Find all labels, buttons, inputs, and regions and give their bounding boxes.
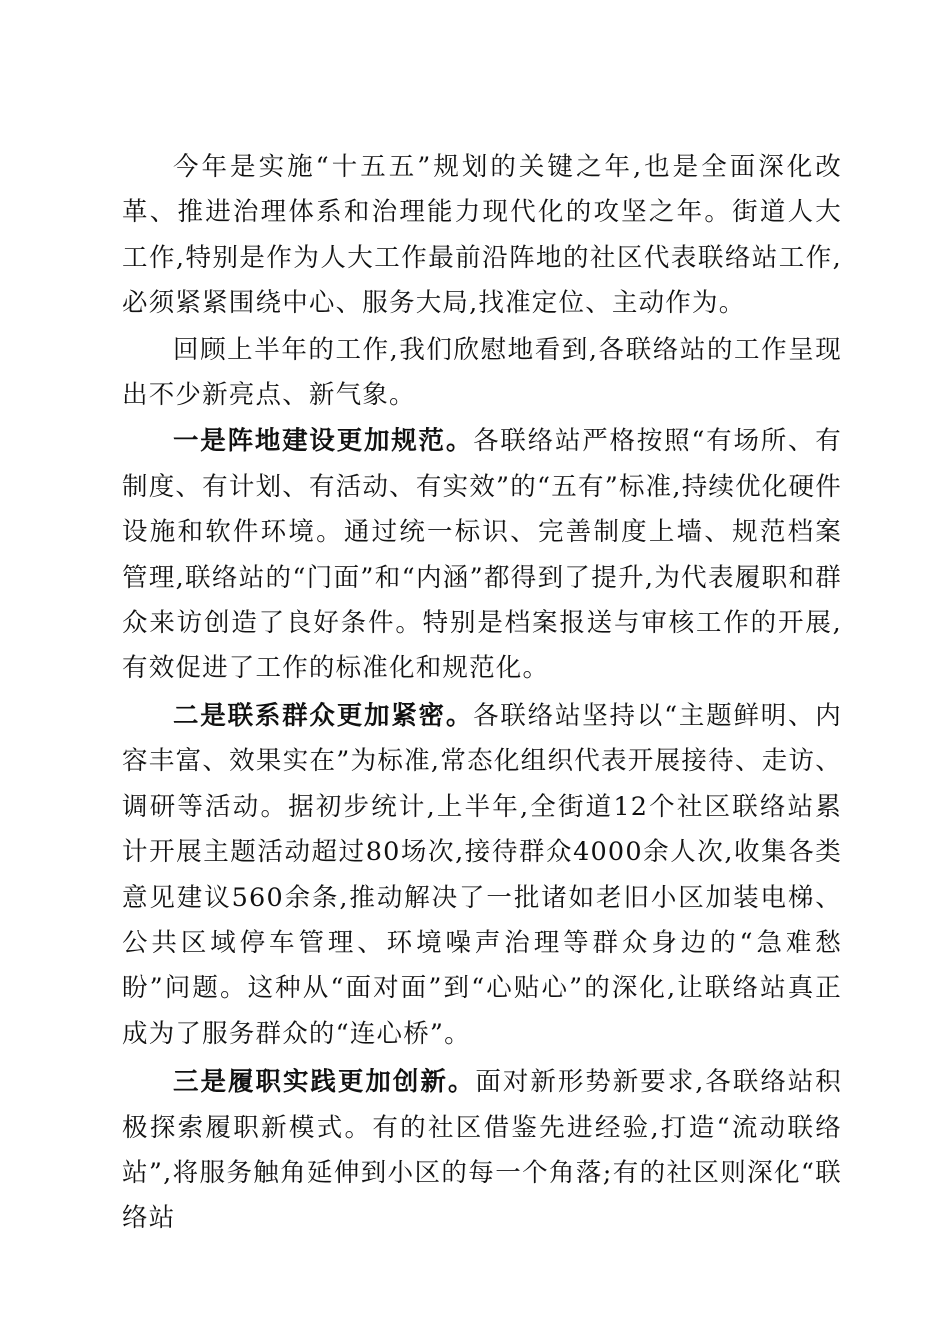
paragraph-review [122,328,842,419]
paragraph-point-two [122,694,842,1057]
point-one-heading: 一是阵地建设更加规范。 [173,426,474,457]
point-three-text: 面对新形势新要求,各联络站积极探索履职新模式。有的社区借鉴先进经验,打造“流动联络站”,将服务触角延伸到小区的每一个角落;有的社区则深化“联络站 [122,1067,842,1234]
paragraph-point-one [122,419,842,691]
point-two-text: 各联络站坚持以“主题鲜明、内容丰富、效果实在”为标准,常态化组织代表开展接待、走访、调研等活动。据初步统计,上半年,全街道12个社区联络站累计开展主题活动超过80场次,接待群众4000余人次,收集各类意见建议560余条,推动解决了一批诸如老旧小区加装电梯、公共区域停车管理、环境噪声治理等群众身边的“急难愁盼”问题。这种从“面对面”到“心贴心”的深化,让联络站真正成为了服务群众的“连心桥”。 [122,700,843,1049]
paragraph-review-text: 回顾上半年的工作,我们欣慰地看到,各联络站的工作呈现出不少新亮点、新气象。 [122,334,842,411]
point-two-heading: 二是联系群众更加紧密。 [173,700,474,731]
point-three-heading: 三是履职实践更加创新。 [173,1067,476,1098]
paragraph-point-three [122,1060,842,1242]
paragraph-intro-text: 今年是实施“十五五”规划的关键之年,也是全面深化改革、推进治理体系和治理能力现代化的攻坚之年。街道人大工作,特别是作为人大工作最前沿阵地的社区代表联络站工作,必须紧紧围绕中心、服务大局,找准定位、主动作为。 [122,152,842,319]
paragraph-intro [122,145,842,327]
point-one-text: 各联络站严格按照“有场所、有制度、有计划、有活动、有实效”的“五有”标准,持续优化硬件设施和软件环境。通过统一标识、完善制度上墙、规范档案管理,联络站的“门面”和“内涵”都得到了提升,为代表履职和群众来访创造了良好条件。特别是档案报送与审核工作的开展,有效促进了工作的标准化和规范化。 [122,426,843,684]
document-body [122,145,842,1242]
